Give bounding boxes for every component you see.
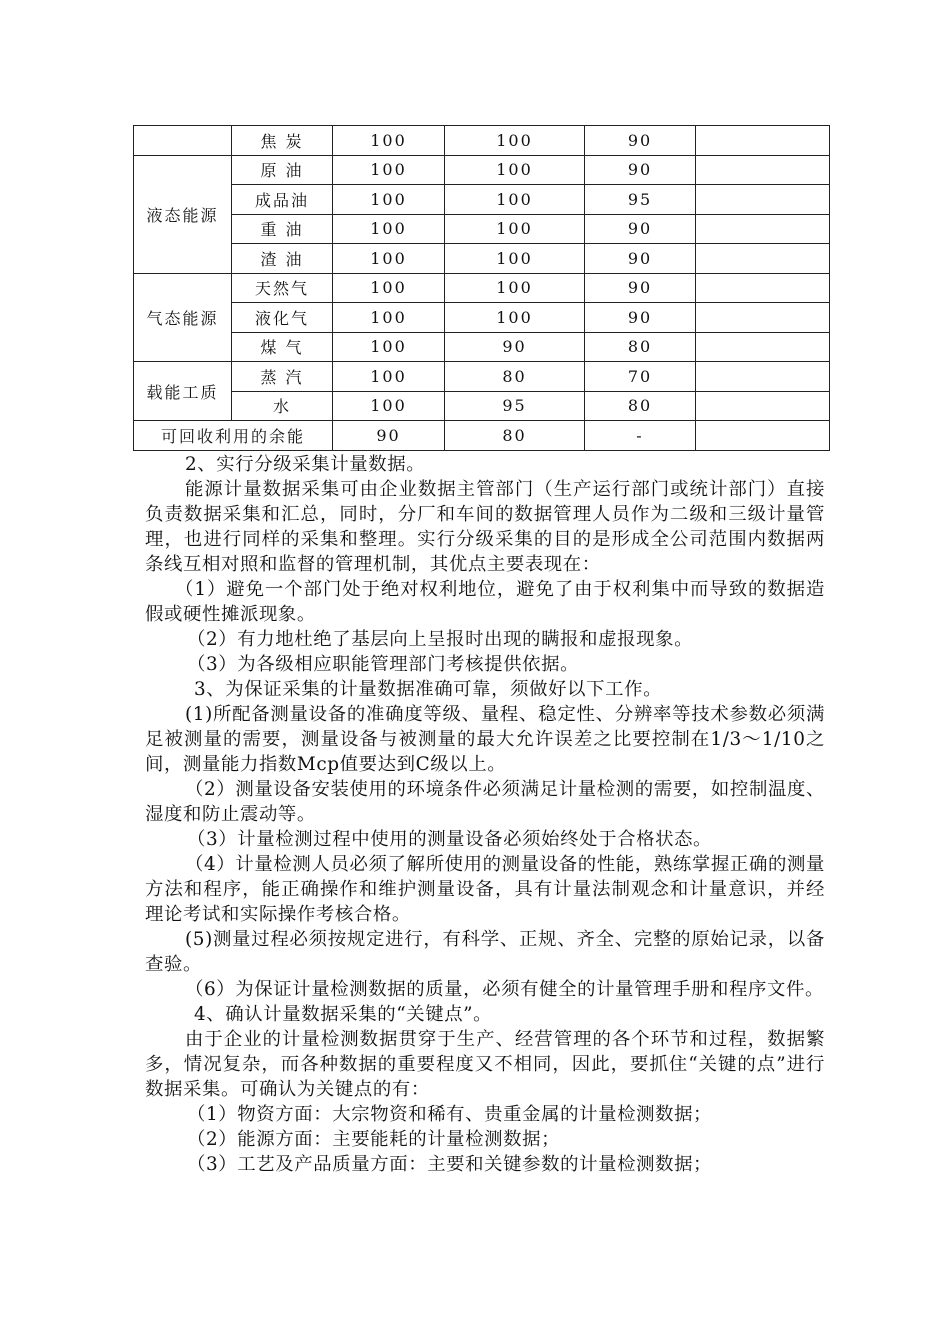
table-cell: 煤 气 — [232, 332, 333, 362]
table-cell: 渣 油 — [232, 244, 333, 274]
table-cell — [696, 126, 830, 156]
group-cell: 液态能源 — [134, 155, 232, 273]
table-cell — [696, 303, 830, 333]
table-cell: 80 — [585, 332, 696, 362]
table-cell: 80 — [445, 421, 585, 451]
table-cell: 100 — [445, 244, 585, 274]
energy-metering-rate-table — [133, 125, 830, 451]
table-cell: 100 — [445, 303, 585, 333]
list-item: （2）测量设备安装使用的环境条件必须满足计量检测的需要，如控制温度、湿度和防止震动等。 — [145, 779, 825, 825]
section-heading: 3、为保证采集的计量数据准确可靠，须做好以下工作。 — [194, 679, 663, 700]
table-row — [134, 273, 830, 303]
table-cell: - — [585, 421, 696, 451]
table-cell: 100 — [333, 244, 445, 274]
table-cell: 100 — [333, 273, 445, 303]
table-cell — [696, 244, 830, 274]
table-cell: 90 — [585, 155, 696, 185]
list-item: (1)所配备测量设备的准确度等级、量程、稳定性、分辨率等技术参数必须满足被测量的需要，测量设备与被测量的最大允许误差之比要控制在1/3～1/10之间，测量能力指数Mcp值要达到C级以上。 — [145, 704, 825, 775]
table-cell — [696, 214, 830, 244]
table-cell: 100 — [333, 126, 445, 156]
table-cell — [696, 362, 830, 392]
table-cell: 95 — [585, 185, 696, 215]
table-row — [134, 391, 830, 421]
list-item: （6）为保证计量检测数据的质量，必须有健全的计量管理手册和程序文件。 — [185, 979, 824, 1000]
list-item: （2）能源方面：主要能耗的计量检测数据； — [187, 1129, 561, 1150]
table-row — [134, 244, 830, 274]
table-cell: 100 — [333, 391, 445, 421]
table-cell: 100 — [333, 185, 445, 215]
table-row — [134, 332, 830, 362]
table-cell: 80 — [445, 362, 585, 392]
list-item: (5)测量过程必须按规定进行，有科学、正规、齐全、完整的原始记录，以备查验。 — [145, 929, 825, 975]
table-cell: 90 — [585, 244, 696, 274]
table-row — [134, 185, 830, 215]
list-item: （3）为各级相应职能管理部门考核提供依据。 — [187, 654, 580, 675]
table-cell: 90 — [585, 126, 696, 156]
list-item: （4）计量检测人员必须了解所使用的测量设备的性能，熟练掌握正确的测量方法和程序，能正确操作和维护测量设备，具有计量法制观念和计量意识，并经理论考试和实际操作考核合格。 — [145, 854, 825, 925]
table-cell: 90 — [585, 273, 696, 303]
table-row — [134, 421, 830, 451]
list-item: （2）有力地杜绝了基层向上呈报时出现的瞒报和虚报现象。 — [187, 629, 694, 650]
list-item: （1）物资方面：大宗物资和稀有、贵重金属的计量检测数据； — [187, 1104, 713, 1125]
merged-item-cell: 可回收利用的余能 — [134, 421, 333, 451]
table-cell — [696, 391, 830, 421]
table-cell: 重 油 — [232, 214, 333, 244]
table-cell — [696, 155, 830, 185]
table-cell: 80 — [585, 391, 696, 421]
table-cell: 100 — [333, 155, 445, 185]
table-cell: 70 — [585, 362, 696, 392]
table-cell: 100 — [445, 155, 585, 185]
section-heading: 4、确认计量数据采集的“关键点”。 — [194, 1004, 493, 1025]
group-cell: 气态能源 — [134, 273, 232, 362]
table-cell: 原 油 — [232, 155, 333, 185]
table-cell — [134, 126, 232, 156]
list-item: （3）计量检测过程中使用的测量设备必须始终处于合格状态。 — [187, 829, 713, 850]
table-cell: 液化气 — [232, 303, 333, 333]
list-item: （1）避免一个部门处于绝对权利地位，避免了由于权利集中而导致的数据造假或硬性摊派现象。 — [145, 579, 825, 625]
table-cell — [696, 332, 830, 362]
paragraph: 能源计量数据采集可由企业数据主管部门（生产运行部门或统计部门）直接负责数据采集和汇总，同时，分厂和车间的数据管理人员作为二级和三级计量管理，也进行同样的采集和整理。实行分级采集的目的是形成全公司范围内数据两条线互相对照和监督的管理机制，其优点主要表现在： — [145, 479, 825, 575]
body-text — [145, 452, 825, 1177]
table-cell: 天然气 — [232, 273, 333, 303]
paragraph: 由于企业的计量检测数据贯穿于生产、经营管理的各个环节和过程，数据繁多，情况复杂，而各种数据的重要程度又不相同，因此，要抓住“关键的点”进行数据采集。可确认为关键点的有： — [145, 1029, 825, 1100]
table-cell — [696, 421, 830, 451]
table-cell: 90 — [585, 214, 696, 244]
table-cell: 100 — [445, 126, 585, 156]
table-cell: 蒸 汽 — [232, 362, 333, 392]
table-cell: 95 — [445, 391, 585, 421]
table-row — [134, 303, 830, 333]
table-cell: 90 — [585, 303, 696, 333]
table-cell: 100 — [333, 332, 445, 362]
group-cell: 载能工质 — [134, 362, 232, 421]
table-cell: 100 — [333, 214, 445, 244]
table-cell: 水 — [232, 391, 333, 421]
table-cell: 100 — [445, 214, 585, 244]
table-row — [134, 362, 830, 392]
table-row — [134, 126, 830, 156]
table-cell: 成品油 — [232, 185, 333, 215]
table-cell: 100 — [445, 185, 585, 215]
table-cell — [696, 185, 830, 215]
table-cell: 90 — [333, 421, 445, 451]
table-row — [134, 155, 830, 185]
table-cell: 100 — [333, 362, 445, 392]
list-item: （3）工艺及产品质量方面：主要和关键参数的计量检测数据； — [187, 1154, 713, 1175]
table-row — [134, 214, 830, 244]
table-cell: 100 — [333, 303, 445, 333]
table-cell: 焦 炭 — [232, 126, 333, 156]
table-cell — [696, 273, 830, 303]
table-cell: 90 — [445, 332, 585, 362]
section-heading: 2、实行分级采集计量数据。 — [185, 454, 426, 475]
table-cell: 100 — [445, 273, 585, 303]
